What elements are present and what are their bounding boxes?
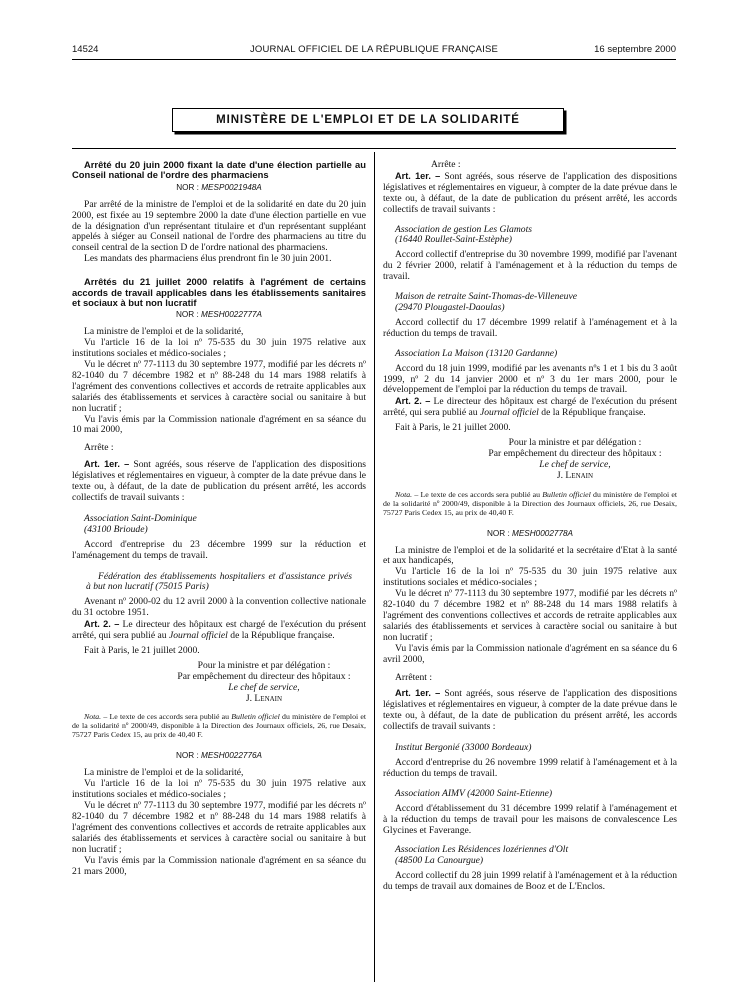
article-text: Le directeur des hôpitaux est chargé de l'exécution du présent arrêté, qui sera publié au xyxy=(72,619,366,642)
signatory: J. Lenain xyxy=(556,469,594,481)
signatory: J. Lenain xyxy=(245,692,283,704)
column-divider xyxy=(374,152,375,982)
fait-line: Fait à Paris, le 21 juillet 2000. xyxy=(84,644,200,656)
article-text: Le directeur des hôpitaux est chargé de l'exécution du présent arrêté, qui sera publié au xyxy=(383,396,677,419)
association-name: Association La Maison (13120 Gardanne) xyxy=(395,347,558,359)
nota xyxy=(72,712,366,739)
article-label: Art. 1er. – xyxy=(84,459,130,470)
paragraph: Accord d'entreprise du 23 décembre 1999 sur la réduction et l'aménagement du temps de travail. xyxy=(72,538,366,561)
article-label: Art. 1er. – xyxy=(395,170,441,181)
nor-reference xyxy=(72,183,366,194)
signature-line: Pour la ministre et par délégation : xyxy=(508,437,642,449)
ministry-rule xyxy=(72,148,676,149)
left-column xyxy=(72,160,366,877)
section-title: Arrêté du 20 juin 2000 fixant la date d'une élection partielle au Conseil national de l'ordre des pharmaciens xyxy=(72,159,366,181)
signature-block xyxy=(162,661,366,705)
signature-block xyxy=(473,438,677,482)
paragraph: Accord collectif du 17 décembre 1999 relatif à l'aménagement et à la réduction du temps de travail. xyxy=(383,316,677,339)
paragraph: Accord du 18 juin 1999, modifié par les avenants nºs 1 et 1 bis du 3 août 1999, nº 2 du 14 janvier 2000 et nº 3 du 1er mars 2000, pour le développement de l'emploi par la réduction du temps de travail. xyxy=(383,362,677,396)
nor-reference xyxy=(383,529,677,540)
paragraph: Vu l'article 16 de la loi nº 75-535 du 30 juin 1975 relative aux institutions sociales et médico-sociales ; xyxy=(383,566,677,589)
paragraph: La ministre de l'emploi et de la solidarité, xyxy=(84,326,244,338)
nor-label: NOR : xyxy=(175,751,199,761)
association-name: Maison de retraite Saint-Thomas-de-Villeneuve xyxy=(395,291,577,303)
paragraph: Vu l'article 16 de la loi nº 75-535 du 30 juin 1975 relative aux institutions sociales et médico-sociales ; xyxy=(72,778,366,801)
ministry-title: MINISTÈRE DE L'EMPLOI ET DE LA SOLIDARITÉ xyxy=(172,108,564,132)
arrete-heading: Arrête : xyxy=(431,159,461,170)
signature-line: Pour la ministre et par délégation : xyxy=(197,659,331,671)
page-header xyxy=(72,44,676,58)
journal-ref: Journal officiel xyxy=(479,407,539,419)
association-name: Association Les Résidences lozériennes d'Olt xyxy=(395,844,569,856)
arrete-heading: Arrête : xyxy=(84,442,114,454)
journal-title: JOURNAL OFFICIEL DE LA RÉPUBLIQUE FRANÇAISE xyxy=(249,44,499,55)
issue-date: 16 septembre 2000 xyxy=(594,44,676,55)
signature-title: Le chef de service, xyxy=(228,681,300,693)
article-text: Sont agréés, sous réserve de l'application des dispositions législatives et réglementaires en vigueur, à compter de la date prévue dans le texte ou, à défaut, de la date de publication du présent arrêté, les accords collectifs de travail suivants : xyxy=(383,170,677,215)
article-text: de la République française. xyxy=(230,630,335,642)
signature-line: Par empêchement du directeur des hôpitaux : xyxy=(488,447,662,459)
article-1 xyxy=(383,688,677,733)
article-1 xyxy=(72,459,366,504)
article-label: Art. 1er. – xyxy=(395,688,441,699)
paragraph: Accord collectif du 28 juin 1999 relatif à l'aménagement et à la réduction du temps de travail aux domaines de Booz et de L'Enclos. xyxy=(383,870,677,893)
association-name: Fédération des établissements hospitaliers et d'assistance privés à but non lucratif (75015 Paris) xyxy=(86,570,352,593)
page-number: 14524 xyxy=(72,44,99,55)
association-place: (29470 Plougastel-Daoulas) xyxy=(395,301,505,313)
association-place: (48500 La Canourgue) xyxy=(395,855,484,867)
arretent-heading: Arrêtent : xyxy=(395,671,433,683)
paragraph: Accord d'entreprise du 26 novembre 1999 relatif à l'aménagement et à la réduction du temps de travail. xyxy=(383,756,677,779)
nor-code: MESH0002778A xyxy=(512,528,574,538)
article-text: Sont agréés, sous réserve de l'application des dispositions législatives et réglementaires en vigueur, à compter de la date prévue dans le texte ou, à défaut, de la date de publication du présent arrêté, les accords collectifs de travail suivants : xyxy=(72,459,366,503)
association-place: (43100 Brioude) xyxy=(84,523,148,535)
nota-text: Le texte de ces accords sera publié au xyxy=(420,489,540,499)
paragraph: Vu l'avis émis par la Commission nationale d'agrément en sa séance du 10 mai 2000, xyxy=(72,413,366,436)
paragraph: La ministre de l'emploi et de la solidarité et la secrétaire d'Etat à la santé et aux handicapés, xyxy=(383,544,677,567)
association-name: Association AIMV (42000 Saint-Etienne) xyxy=(395,787,553,799)
nota-label: Nota. – xyxy=(395,489,419,499)
paragraph: Vu l'article 16 de la loi nº 75-535 du 30 juin 1975 relative aux institutions sociales et médico-sociales ; xyxy=(72,337,366,360)
fait-line: Fait à Paris, le 21 juillet 2000. xyxy=(395,422,511,434)
article-2 xyxy=(72,619,366,642)
journal-ref: Journal officiel xyxy=(168,630,228,642)
paragraph: Avenant nº 2000-02 du 12 avril 2000 à la convention collective nationale du 31 octobre 1951. xyxy=(72,596,366,619)
article-text: Sont agréés, sous réserve de l'application des dispositions législatives et réglementaires en vigueur, à compter de la date prévue dans le texte ou, à défaut, de la date de publication du présent arrêté, les accords collectifs de travail suivants : xyxy=(383,688,677,733)
paragraph: Vu l'avis émis par la Commission nationale d'agrément en sa séance du 6 avril 2000, xyxy=(383,642,677,665)
paragraph: Accord collectif d'entreprise du 30 novembre 1999, modifié par l'avenant du 2 février 2000, relatif à l'aménagement et à la réduction du temps de travail. xyxy=(383,249,677,283)
nota xyxy=(383,490,677,517)
article-2 xyxy=(383,396,677,419)
paragraph: Accord d'établissement du 31 décembre 1999 relatif à l'aménagement et à la réduction du temps de travail pour les maisons de convalescence Les Glycines et Faverange. xyxy=(383,802,677,836)
header-rule xyxy=(72,59,676,60)
signature-title: Le chef de service, xyxy=(539,458,611,470)
section-title: Arrêtés du 21 juillet 2000 relatifs à l'agrément de certains accords de travail applicables dans les établissements sanitaires et sociaux à but non lucratif xyxy=(72,276,366,308)
paragraph: Vu le décret nº 77-1113 du 30 septembre 1977, modifié par les décrets nº 82-1040 du 7 décembre 1982 et nº 88-248 du 14 mars 1988 relatifs à l'agrément des conventions collectives et accords de retraite applicables aux salariés des établissements et services à caractère social ou sanitaire à but non lucratif ; xyxy=(72,359,366,414)
nor-reference xyxy=(72,310,366,321)
article-label: Art. 2. – xyxy=(395,396,431,407)
association-name: Institut Bergonié (33000 Bordeaux) xyxy=(395,742,532,754)
nor-label: NOR : xyxy=(175,310,199,320)
nor-code: MESH0022776A xyxy=(201,751,263,761)
article-text: de la République française. xyxy=(541,407,646,419)
nota-text: Le texte de ces accords sera publié au xyxy=(109,712,229,722)
bulletin-ref: Bulletin officiel xyxy=(542,489,591,499)
nor-reference xyxy=(72,751,366,762)
nor-code: MESH0022777A xyxy=(201,310,263,320)
nota-label: Nota. – xyxy=(84,712,108,722)
paragraph: Les mandats des pharmaciens élus prendront fin le 30 juin 2001. xyxy=(84,253,332,265)
association-name: Association de gestion Les Glamots xyxy=(395,223,532,235)
association-name: Association Saint-Dominique xyxy=(84,512,197,524)
article-label: Art. 2. – xyxy=(84,619,120,630)
association-place: (16440 Roullet-Saint-Estèphe) xyxy=(395,234,512,246)
nor-label: NOR : xyxy=(176,182,199,192)
paragraph: Vu le décret nº 77-1113 du 30 septembre 1977, modifié par les décrets nº 82-1040 du 7 décembre 1982 et nº 88-248 du 14 mars 1988 relatifs à l'agrément des conventions collectives et accords de retraite applicables aux salariés des établissements et services à caractère social ou sanitaire à but non lucratif ; xyxy=(383,588,677,643)
nota-text: du ministère de l'emploi et de la solidarité nº 2000/49, disponible à la Direction des Journaux officiels, 26, rue Desaix, 75727 Paris Cedex 15, au prix de 40,40 F. xyxy=(383,489,677,517)
paragraph: La ministre de l'emploi et de la solidarité, xyxy=(84,767,244,779)
article-1 xyxy=(383,171,677,216)
paragraph: Vu l'avis émis par la Commission nationale d'agrément en sa séance du 21 mars 2000, xyxy=(72,854,366,877)
bulletin-ref: Bulletin officiel xyxy=(231,712,280,722)
signature-line: Par empêchement du directeur des hôpitaux : xyxy=(177,670,351,682)
nota-text: du ministère de l'emploi et de la solidarité nº 2000/49, disponible à la Direction des Journaux officiels, 26, rue Desaix, 75727 Paris Cedex 15, au prix de 40,40 F. xyxy=(72,712,366,740)
paragraph: Par arrêté de la ministre de l'emploi et de la solidarité en date du 20 juin 2000, est fixée au 19 septembre 2000 la date d'une élection partielle en vue de la désignation d'un représentant titulaire et d'un représentant suppléant appelés à siéger au Conseil national de l'ordre des pharmaciens au titre du conseil central de la section D de l'ordre national des pharmaciens. xyxy=(72,198,366,254)
paragraph: Vu le décret nº 77-1113 du 30 septembre 1977, modifié par les décrets nº 82-1040 du 7 décembre 1982 et nº 88-248 du 14 mars 1988 relatifs à l'agrément des conventions collectives et accords de retraite applicables aux salariés des établissements et services à caractère social ou sanitaire à but non lucratif ; xyxy=(72,800,366,855)
nor-code: MESP0021948A xyxy=(201,182,262,192)
nor-label: NOR : xyxy=(486,528,510,538)
right-column xyxy=(383,160,677,893)
